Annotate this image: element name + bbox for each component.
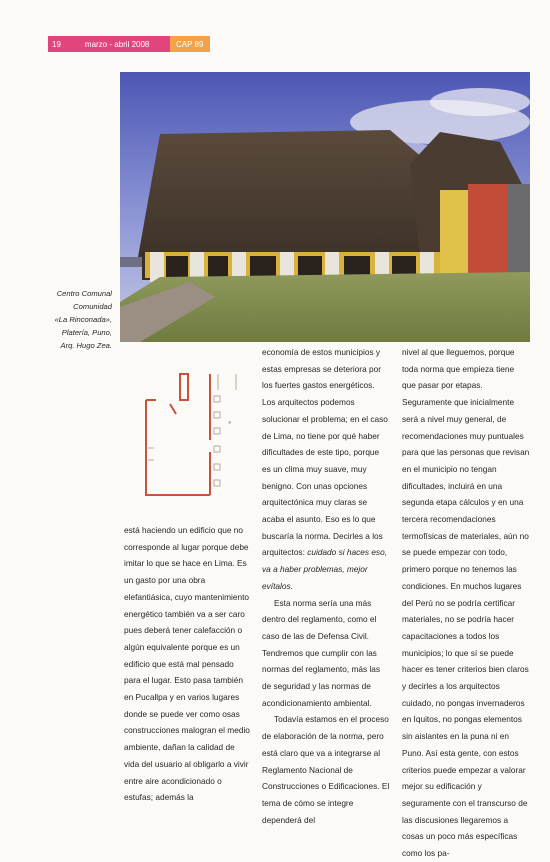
thatched-roof-building-illustration bbox=[120, 72, 530, 342]
body-paragraph bbox=[262, 344, 390, 595]
floor-plan-drawing bbox=[118, 360, 258, 510]
svg-text:⁎: ⁎ bbox=[228, 419, 232, 426]
caption-line: Arq. Hugo Zea. bbox=[60, 341, 112, 350]
text-column-1 bbox=[124, 522, 252, 806]
paragraph-text: economía de estos municipios y estas empresas se deteriora por los fuertes gastos energéticos. Los arquitectos podemos solucionar el problema; en el caso de Lima, no tiene por qué haber dificultades de este tipo, porque es un clima muy suave, muy benigno. Con unas opciones arquitectónica muy claras se acaba el asunto. Eso es lo que buscaría la norma. Decirles a los arquitectos: bbox=[262, 347, 388, 558]
caption-line: «La Rinconada», bbox=[54, 315, 112, 324]
community-center-photo bbox=[120, 72, 530, 342]
section-label: CAP 89 bbox=[176, 39, 204, 49]
page-number: 19 bbox=[52, 39, 61, 49]
body-paragraph: Esta norma sería una más dentro del reglamento, como el caso de las de Defensa Civil. Tendremos que cumplir con las normas del reglamento, más las de seguridad y las normas de acondicionamiento ambiental. bbox=[262, 597, 381, 708]
text-column-3 bbox=[402, 344, 530, 862]
caption-line: Platería, Puno, bbox=[61, 328, 112, 337]
body-paragraph: nivel al que lleguemos, porque toda norma que empieza tiene que pasar por etapas. Seguramente que inicialmente será a nivel muy general, de recomendaciones muy puntuales para que las personas que revisan en el municipio no tengan dificultades, incluirá en una segunda etapa cálculos y en una tercera recomendaciones termofísicas de materiales, aún no se puede empezar con todo, primero porque no tenemos las condiciones. En muchos lugares del Perú no se podría certificar materiales, no se podría hacer capacitaciones a todos los municipios; lo que sí se puede hacer es tener criterios bien claros y decirles a los arquitectos cuidado, no pongas invernaderos en Iquitos, no pongas elementos sin aislantes en la puna ni en Puno. Así esta gente, con estos criterios puede empezar a valorar mejor su edificación y seguramente con el transcurso de las discusiones llegaremos a cosas un poco más específicas como los pa- bbox=[402, 347, 530, 859]
issue-date: marzo - abril 2008 bbox=[84, 39, 150, 49]
body-paragraph: está haciendo un edificio que no corresponde al lugar porque debe imitar lo que se hace en Lima. Es un gasto por una obra elefantiásica, cuyo mantenimiento energético también va a ser caro pues deberá tener calefacción o algún equivalente porque es un edificio que está mal pensado para el lugar. Esto pasa también en Pucallpa y en varios lugares donde se puede ver como osas construcciones malogran el medio ambiente, dañan la calidad de vida del usuario al obligarlo a vivir entre aire acondicionado o estufas; además la bbox=[124, 525, 250, 803]
italic-quote: cuidado si haces eso, va a haber problemas, mejor evítalos. bbox=[262, 547, 387, 591]
caption-line: Comunidad bbox=[73, 302, 112, 311]
text-column-2 bbox=[262, 344, 390, 828]
header-section-tag bbox=[170, 36, 210, 52]
photo-caption bbox=[44, 287, 112, 352]
header-magenta-bar bbox=[48, 36, 170, 52]
page-header bbox=[48, 36, 210, 52]
caption-line: Centro Comunal bbox=[56, 289, 112, 298]
body-paragraph: Todavía estamos en el proceso de elaboración de la norma, pero está claro que va a integrarse al Reglamento Nacional de Construcciones o Edificaciones. El tema de cómo se integre dependerá del bbox=[262, 714, 390, 825]
floor-plan-lines bbox=[118, 360, 258, 510]
